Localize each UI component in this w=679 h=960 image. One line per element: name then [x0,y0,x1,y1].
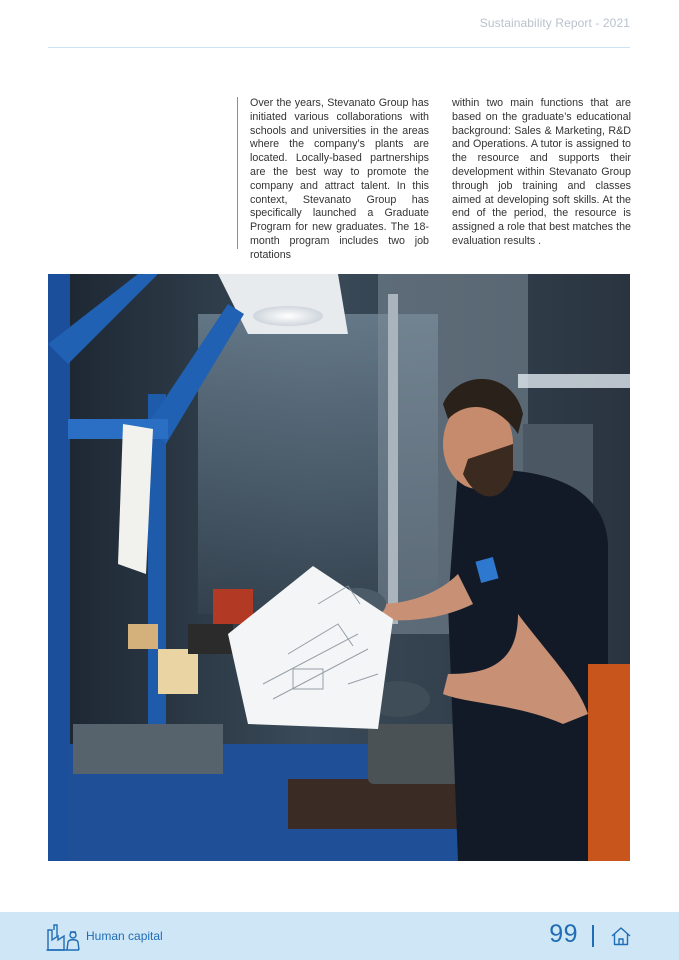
workshop-photo [48,274,630,861]
header-divider [48,47,630,48]
factory-worker-icon [46,922,80,952]
body-text-block [237,97,631,261]
page-number: 99 [549,920,578,948]
body-text-column-left: Over the years, Stevanato Group has initiated various collaborations with schools and universities in the areas where the company’s plants are located. Locally-based partnerships are the best way to promote the company and attract talent. In this context, Stevanato Group has specifically launched a Graduate Program for new graduates. The 18-month program includes two job rotations [250,97,429,261]
home-button[interactable] [610,925,632,947]
footer-divider [592,925,594,947]
section-label: Human capital [86,929,163,943]
home-icon [610,925,632,947]
footer-band [0,912,679,960]
body-text-column-right: within two main functions that are based on the graduate’s educational background: Sales & Marketing, R&D and Operations. A tutor is assigned to the resource and supports their development within Stevanato Group through job training and classes aimed at developing soft skills. At the end of the period, the resource is assigned a role that best matches the evaluation results . [452,97,631,247]
report-title: Sustainability Report - 2021 [479,16,630,30]
